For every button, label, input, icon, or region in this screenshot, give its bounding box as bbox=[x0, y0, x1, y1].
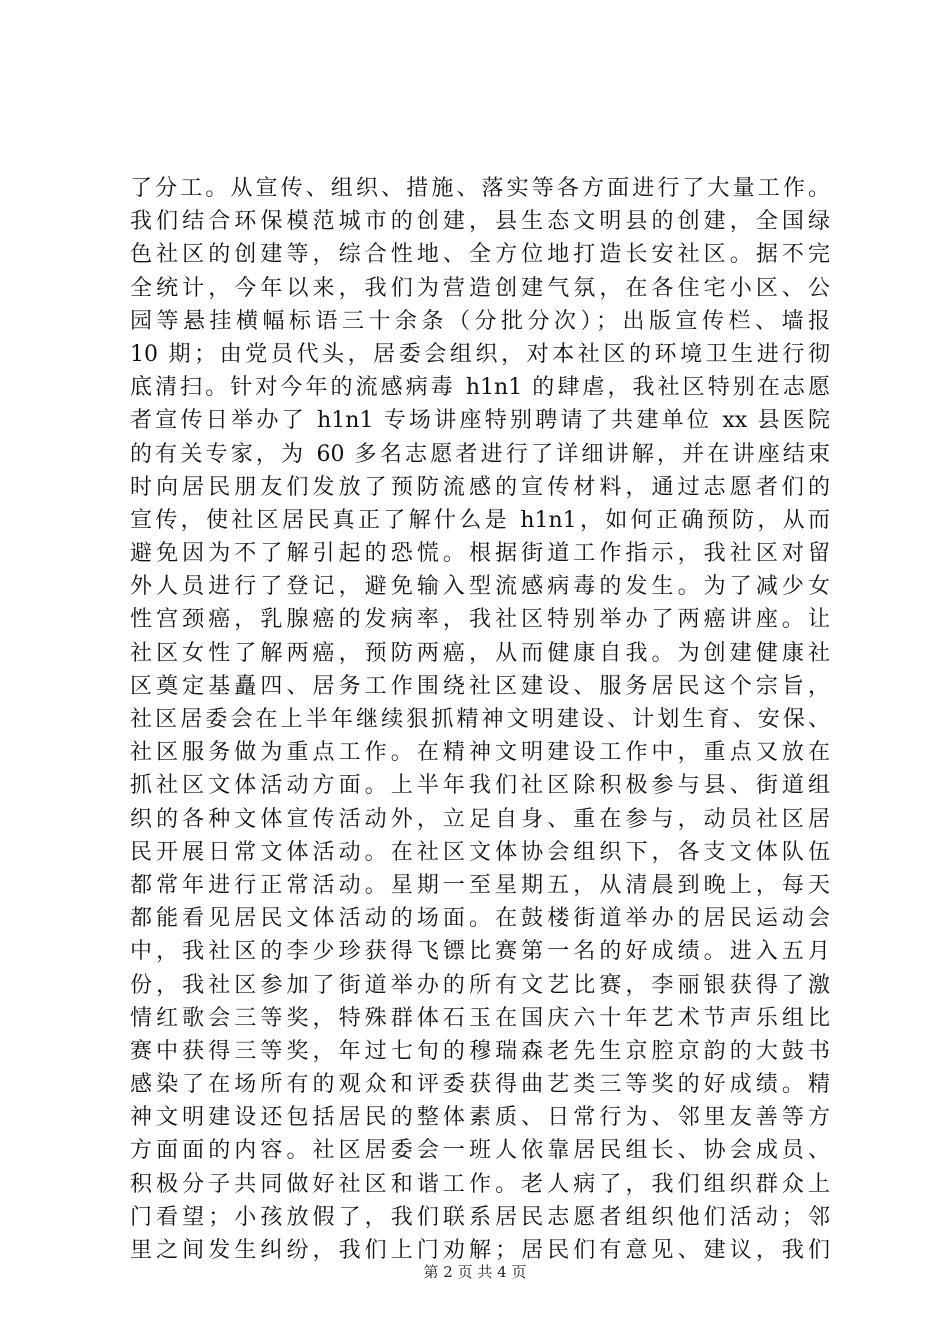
text-line: 里之间发生纠纷，我们上门劝解；居民们有意见、建议，我们 bbox=[130, 1238, 830, 1263]
body-text bbox=[130, 172, 830, 1267]
text-line: 赛中获得三等奖，年过七旬的穆瑞森老先生京腔京韵的大鼓书 bbox=[130, 1038, 830, 1064]
text-line: 的有关专家，为 60 多名志愿者进行了详细讲解，并在讲座结束 bbox=[130, 441, 830, 467]
text-line: 积极分子共同做好社区和谐工作。老人病了，我们组织群众上 bbox=[130, 1171, 830, 1197]
text-line: 社区居委会在上半年继续狠抓精神文明建设、计划生育、安保、 bbox=[130, 707, 830, 732]
text-line: 宣传，使社区居民真正了解什么是 h1n1，如何正确预防，从而 bbox=[130, 507, 830, 533]
text-line: 份，我社区参加了街道举办的所有文艺比赛，李丽银获得了激 bbox=[130, 972, 830, 998]
text-line: 社区服务做为重点工作。在精神文明建设工作中，重点又放在 bbox=[130, 740, 830, 766]
text-line: 底清扫。针对今年的流感病毒 h1n1 的肆虐，我社区特别在志愿 bbox=[130, 375, 830, 401]
text-line: 门看望；小孩放假了，我们联系居民志愿者组织他们活动；邻 bbox=[130, 1204, 830, 1230]
text-line: 感染了在场所有的观众和评委获得曲艺类三等奖的好成绩。精 bbox=[130, 1072, 830, 1098]
text-line: 都能看见居民文体活动的场面。在鼓楼街道举办的居民运动会 bbox=[130, 906, 830, 932]
text-line: 情红歌会三等奖，特殊群体石玉在国庆六十年艺术节声乐组比 bbox=[130, 1005, 830, 1031]
text-line: 都常年进行正常活动。星期一至星期五，从清晨到晚上，每天 bbox=[130, 872, 830, 898]
page-number: 第 2 页 共 4 页 bbox=[423, 1263, 527, 1281]
text-line: 园等悬挂横幅标语三十余条（分批分次）；出版宣传栏、墙报 bbox=[130, 308, 830, 334]
text-line: 社区女性了解两癌，预防两癌，从而健康自我。为创建健康社 bbox=[130, 640, 830, 666]
text-line: 区奠定基矗四、居务工作围绕社区建设、服务居民这个宗旨， bbox=[130, 673, 830, 699]
text-line: 时向居民朋友们发放了预防流感的宣传材料，通过志愿者们的 bbox=[130, 474, 830, 500]
text-line: 神文明建设还包括居民的整体素质、日常行为、邻里友善等方 bbox=[130, 1105, 830, 1131]
text-line: 了分工。从宣传、组织、措施、落实等各方面进行了大量工作。 bbox=[130, 176, 830, 201]
text-line: 我们结合环保模范城市的创建，县生态文明县的创建，全国绿 bbox=[130, 209, 830, 235]
text-line: 抓社区文体活动方面。上半年我们社区除积极参与县、街道组 bbox=[130, 773, 830, 799]
text-line: 织的各种文体宣传活动外，立足自身、重在参与，动员社区居 bbox=[130, 806, 830, 832]
text-line: 方面面的内容。社区居委会一班人依靠居民组长、协会成员、 bbox=[130, 1138, 830, 1164]
text-line: 全统计，今年以来，我们为营造创建气氛，在各住宅小区、公 bbox=[130, 275, 830, 301]
page-footer bbox=[0, 1262, 950, 1282]
text-line: 10 期；由党员代头，居委会组织，对本社区的环境卫生进行彻 bbox=[130, 341, 830, 367]
text-line: 性宫颈癌，乳腺癌的发病率，我社区特别举办了两癌讲座。让 bbox=[130, 607, 830, 633]
text-line: 避免因为不了解引起的恐慌。根据街道工作指示，我社区对留 bbox=[130, 541, 830, 567]
text-line: 中，我社区的李少珍获得飞镖比赛第一名的好成绩。进入五月 bbox=[130, 939, 830, 965]
text-line: 民开展日常文体活动。在社区文体协会组织下，各支文体队伍 bbox=[130, 839, 830, 865]
text-line: 色社区的创建等，综合性地、全方位地打造长安社区。据不完 bbox=[130, 242, 830, 268]
text-line: 外人员进行了登记，避免输入型流感病毒的发生。为了减少女 bbox=[130, 574, 830, 600]
text-line: 者宣传日举办了 h1n1 专场讲座特别聘请了共建单位 xx 县医院 bbox=[130, 408, 830, 434]
